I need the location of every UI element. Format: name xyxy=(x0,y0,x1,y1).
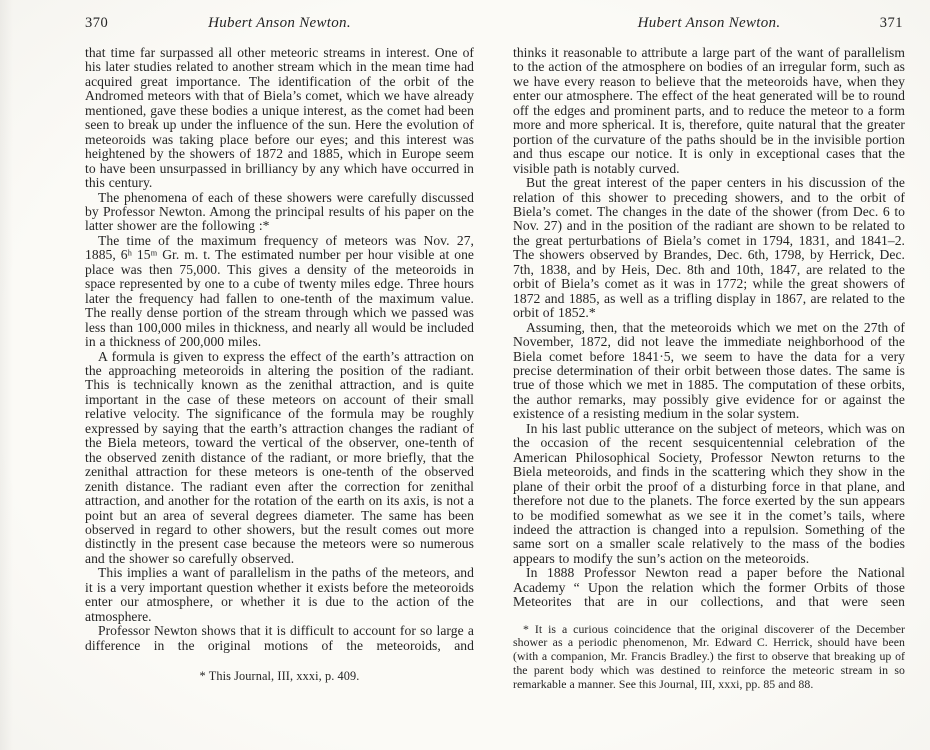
page-right xyxy=(513,0,905,692)
page-header-left xyxy=(85,15,474,34)
page-number-right: 371 xyxy=(879,15,903,31)
paragraph: Assuming, then, that the meteoroids which we met on the 27th of November, 1872, did not leave the immediate neighborhood of the Biela comet before 1841·5, we seem to have the data for a very precise determination of their orbit between those dates. The same is true of those which we met in 1885. The computation of these orbits, the author remarks, may possibly give evidence for or against the existence of a resisting medium in the solar system. xyxy=(513,319,905,422)
paragraph: The time of the maximum frequency of meteors was Nov. 27, 1885, 6ʰ 15ᵐ Gr. m. t. The estimated number per hour visible at one place was then 75,000. This gives a density of the meteoroids in space represented by one to a cube of twenty miles edge. Three hours later the frequency had fallen to one-tenth of the maximum value. The really dense portion of the stream through which we passed was less than 100,000 miles in thickness, and nearly all would be included in a thickness of 200,000 miles. xyxy=(85,232,474,350)
paragraph: But the great interest of the paper centers in his discussion of the relation of this shower to preceding showers, and to the orbit of Biela’s comet. The changes in the date of the shower (from Dec. 6 to Nov. 27) and in the position of the radiant are shown to be related to the great perturbations of Biela’s comet in 1794, 1831, and 1841–2. The showers observed by Brandes, Dec. 6th, 1798, by Herrick, Dec. 7th, 1838, and by Heis, Dec. 8th and 10th, 1847, are related to the orbit of Biela’s comet as it was in 1772; while the great showers of 1872 and 1885, as well as a trifling display in 1867, are related to the orbit of 1852.* xyxy=(513,175,905,321)
paragraph: In 1888 Professor Newton read a paper before the National Academy “ Upon the relation which the former Orbits of those Meteorites that are in our collections, and that were seen xyxy=(513,565,905,610)
page-body-right xyxy=(513,46,905,610)
running-title-right: Hubert Anson Newton. xyxy=(637,15,781,31)
page-number-left: 370 xyxy=(85,15,109,31)
running-title-left: Hubert Anson Newton. xyxy=(208,15,351,31)
paragraph: Professor Newton shows that it is difficult to account for so large a difference in the original motions of the meteoroids, and xyxy=(85,623,474,653)
footnote-right: * It is a curious coincidence that the original discoverer of the December shower as a periodic phenomenon, Mr. Edward C. Herrick, should have been (with a companion, Mr. Francis Bradley.) the first to observe that breaking up of the parent body which was destined to reinforce the meteoric stream in so remarkable a manner. See this Journal, III, xxxi, pp. 85 and 88. xyxy=(513,621,905,691)
paragraph: that time far surpassed all other meteoric streams in interest. One of his later studies related to another stream which in the mean time had acquired great importance. The identification of the orbit of the Andromed meteors with that of Biela’s comet, which we have already mentioned, gave these bodies a unique interest, as the comet had been seen to break up under the influence of the sun. Here the evolution of meteoroids was taking place before our eyes; and this interest was heightened by the showers of 1872 and 1885, which in Europe seem to have been unsurpassed in brilliancy by any which have occurred in this century. xyxy=(85,45,474,191)
paragraph: The phenomena of each of these showers were carefully discussed by Professor Newton. Among the principal results of his paper on the latter shower are the following :* xyxy=(85,189,474,234)
paragraph: This implies a want of parallelism in the paths of the meteors, and it is a very important question whether it exists before the meteoroids enter our atmosphere, or whether it is due to the action of the atmosphere. xyxy=(85,565,474,624)
footnote-left: * This Journal, III, xxxi, p. 409. xyxy=(199,669,360,684)
page-left xyxy=(85,0,474,684)
page-header-right xyxy=(513,15,905,34)
paragraph: A formula is given to express the effect of the earth’s attraction on the approaching meteoroids in altering the position of the radiant. This is technically known as the zenithal attraction, and is quite important in the case of these meteors on account of their small relative velocity. The significance of the formula may be roughly expressed by saying that the earth’s attraction changes the radiant of the Biela meteors, toward the vertical of the observer, one-tenth of the observed zenith distance of the radiant, or more briefly, that the zenithal attraction for these meteors is one-tenth of the observed zenith distance. The radiant even after the correction for zenithal attraction, and another for the rotation of the earth on its axis, is not a point but an area of several degrees diameter. The same has been observed in regard to other showers, but the result comes out more distinctly in the present case because the meteors were so numerous and the shower so carefully observed. xyxy=(85,348,474,566)
paragraph: thinks it reasonable to attribute a large part of the want of parallelism to the action of the atmosphere on bodies of an irregular form, such as we have every reason to believe that the meteoroids have, when they enter our atmosphere. The effect of the heat generated will be to round off the edges and prominent parts, and to reduce the meteor to a form more and more spherical. It is, therefore, quite natural that the greater portion of the curvature of the paths should be in the invisible portion and thus escape our notice. It is only in exceptional cases that the visible path is notably curved. xyxy=(513,45,905,176)
paragraph: In his last public utterance on the subject of meteors, which was on the occasion of the recent sesquicentennial celebration of the American Philosophical Society, Professor Newton returns to the Biela meteoroids, and finds in the scattering which they show in the plane of their orbit the proof of a disturbing force in that plane, and therefore not due to the planets. The force exerted by the sun appears to be modified somewhat as we see it in the comet’s tails, where indeed the attraction is changed into a repulsion. Something of the same sort on a smaller scale relatively to the mass of the bodies appears to modify the sun’s action on the meteoroids. xyxy=(513,420,905,566)
page-body-left xyxy=(85,46,474,653)
